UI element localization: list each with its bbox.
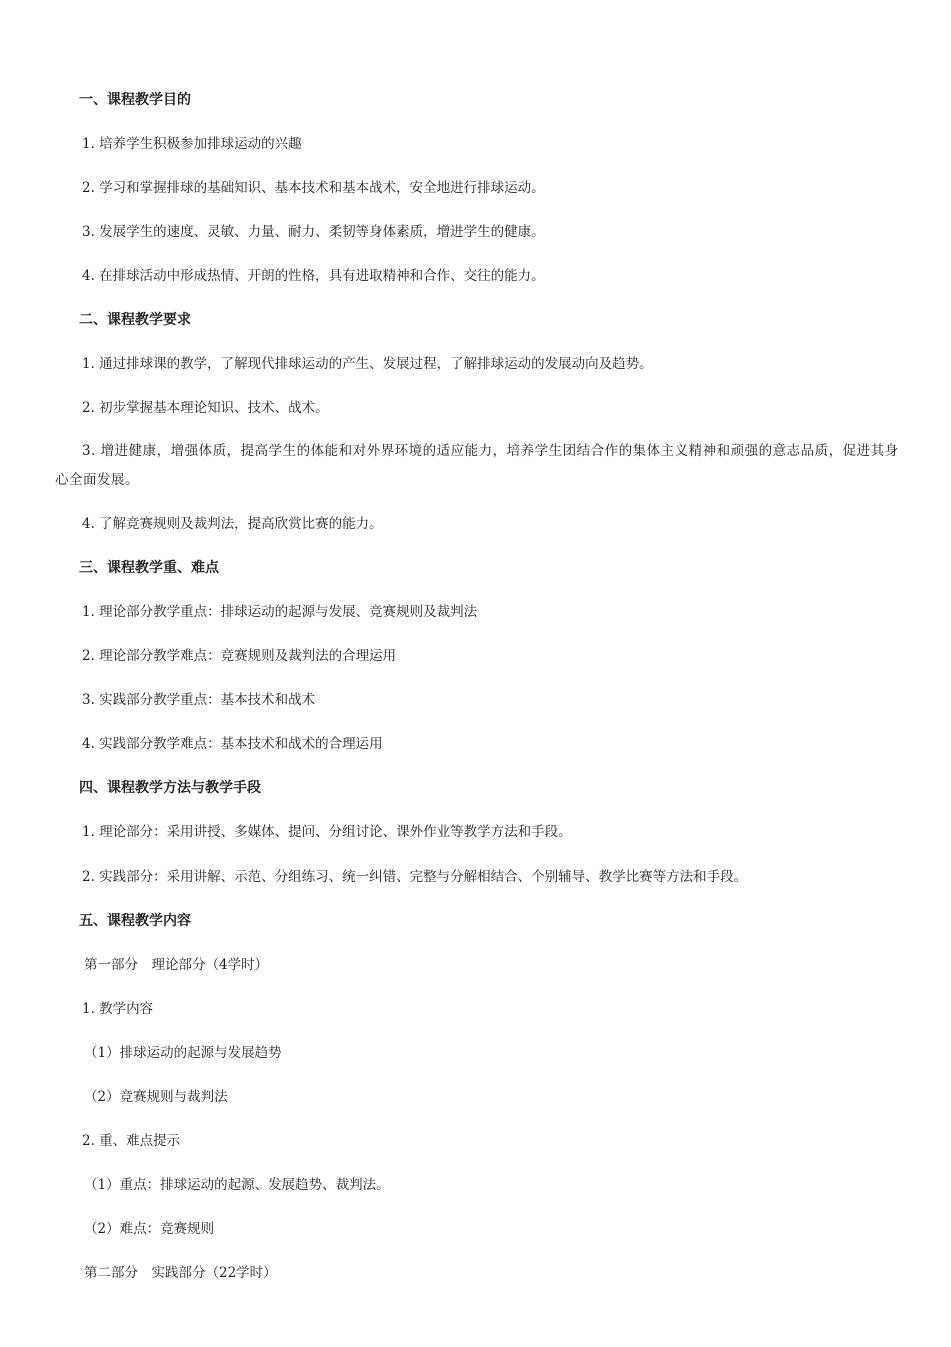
list-item: 2. 实践部分：采用讲解、示范、分组练习、统一纠错、完整与分解相结合、个别辅导、教学比赛等方法和手段。 [82, 869, 748, 885]
section-heading: 四、课程教学方法与教学手段 [79, 780, 261, 796]
list-item: 4. 了解竞赛规则及裁判法，提高欣赏比赛的能力。 [82, 516, 383, 532]
list-item: 1. 通过排球课的教学，了解现代排球运动的产生、发展过程，了解排球运动的发展动向及趋势。 [82, 356, 653, 372]
list-item: 1. 理论部分：采用讲授、多媒体、提问、分组讨论、课外作业等教学方法和手段。 [82, 824, 572, 840]
list-item-paragraph: 3. 增进健康，增强体质，提高学生的体能和对外界环境的适应能力，培养学生团结合作的集体主义精神和顽强的意志品质，促进其身心全面发展。 [55, 443, 899, 488]
list-item: 1. 理论部分教学重点：排球运动的起源与发展、竞赛规则及裁判法 [82, 604, 478, 620]
part-title: 第二部分 实践部分（22学时） [84, 1265, 277, 1281]
list-item: 1. 培养学生积极参加排球运动的兴趣 [82, 136, 302, 152]
list-item: （1）重点：排球运动的起源、发展趋势、裁判法。 [84, 1177, 390, 1193]
list-item: 2. 重、难点提示 [82, 1133, 181, 1149]
list-item: （2）难点：竞赛规则 [84, 1221, 215, 1237]
list-item: （1）排球运动的起源与发展趋势 [84, 1045, 282, 1061]
list-item: 4. 在排球活动中形成热情、开朗的性格，具有进取精神和合作、交往的能力。 [82, 268, 545, 284]
part-title: 第一部分 理论部分（4学时） [84, 957, 269, 973]
list-item: 1. 教学内容 [82, 1001, 154, 1017]
list-item: （2）竞赛规则与裁判法 [84, 1089, 228, 1105]
list-item: 3. 实践部分教学重点：基本技术和战术 [82, 692, 316, 708]
list-item: 3. 发展学生的速度、灵敏、力量、耐力、柔韧等身体素质，增进学生的健康。 [82, 224, 545, 240]
section-heading: 一、课程教学目的 [79, 92, 191, 108]
list-item: 4. 实践部分教学难点：基本技术和战术的合理运用 [82, 736, 383, 752]
list-item: 2. 理论部分教学难点：竞赛规则及裁判法的合理运用 [82, 648, 397, 664]
section-heading: 三、课程教学重、难点 [79, 560, 219, 576]
list-item: 2. 学习和掌握排球的基础知识、基本技术和基本战术，安全地进行排球运动。 [82, 180, 545, 196]
list-item: 2. 初步掌握基本理论知识、技术、战术。 [82, 400, 329, 416]
section-heading: 五、课程教学内容 [79, 913, 191, 929]
section-heading: 二、课程教学要求 [79, 312, 191, 328]
